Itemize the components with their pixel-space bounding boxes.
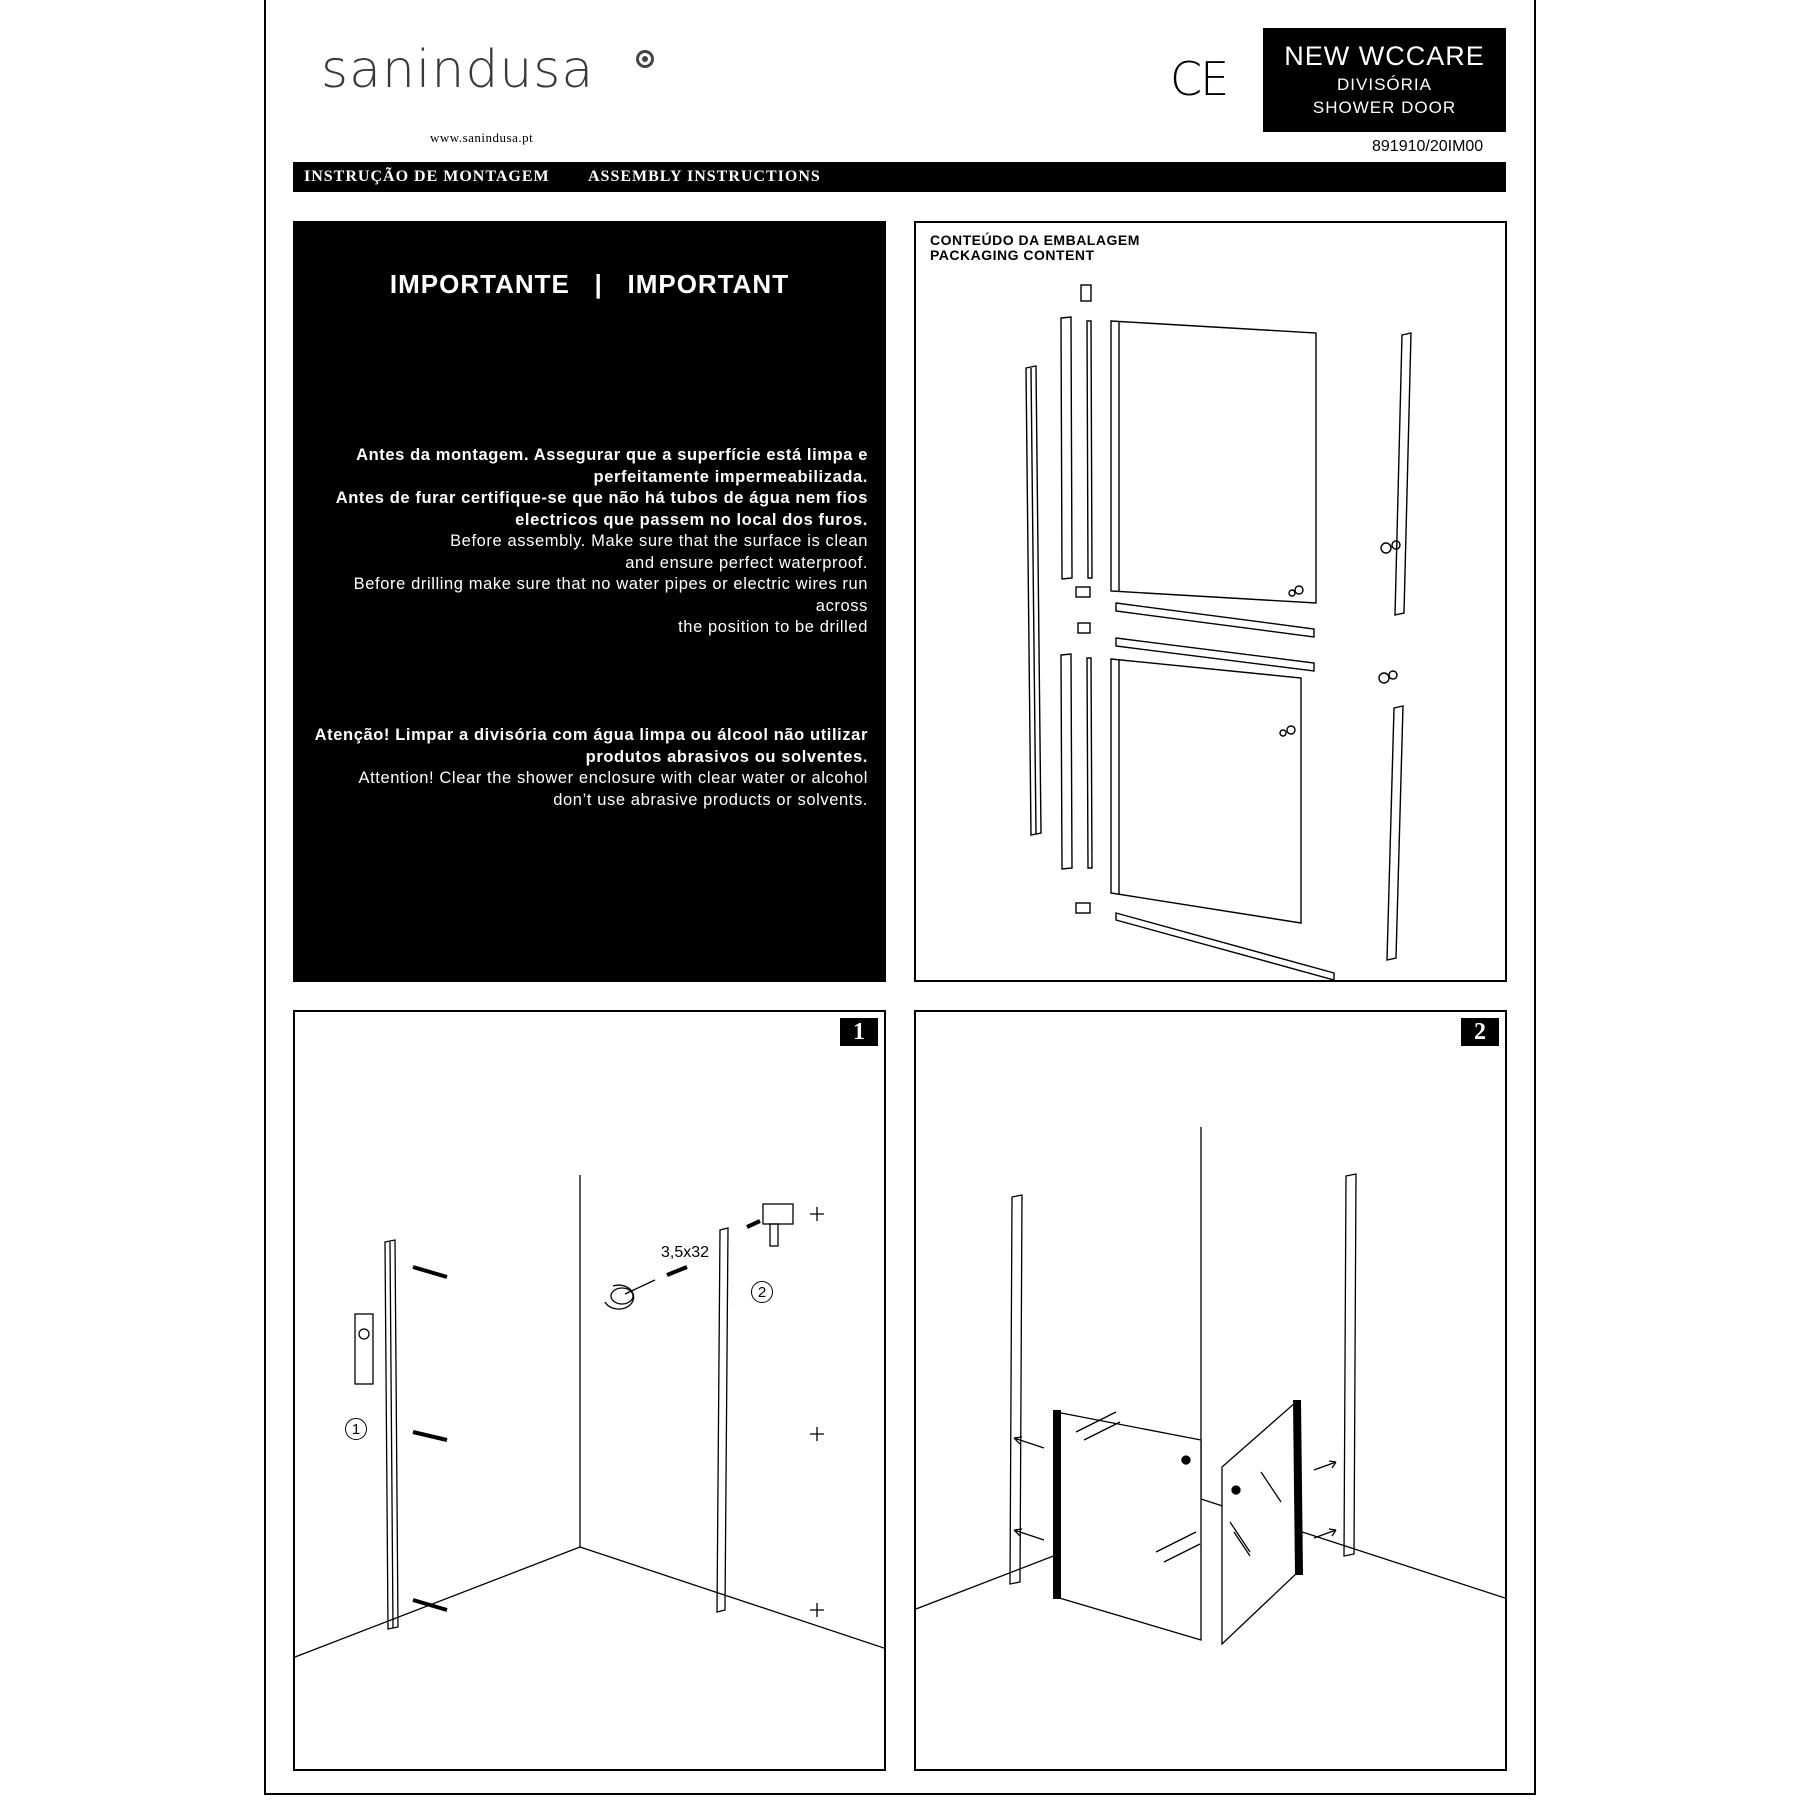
band-title-pt: INSTRUÇÃO DE MONTAGEM xyxy=(304,168,550,185)
text-line: Before drilling make sure that no water pipes or electric wires run across xyxy=(353,575,868,615)
text-line: the position to be drilled xyxy=(678,618,868,636)
product-box xyxy=(1263,28,1506,132)
product-name: NEW WCCARE xyxy=(1284,41,1485,71)
text-line: Before assembly. Make sure that the surface is clean xyxy=(450,532,868,550)
callout-2: 2 xyxy=(751,1281,773,1303)
screw-size-label: 3,5x32 xyxy=(661,1244,710,1261)
important-panel xyxy=(293,221,886,982)
text-line: Antes da montagem. Assegurar que a superfície está limpa e xyxy=(356,446,868,464)
document-code: 891910/20IM00 xyxy=(1372,138,1484,155)
logo-mark-icon xyxy=(636,50,654,68)
important-block-2 xyxy=(298,725,868,811)
text-line: Atenção! Limpar a divisória com água limpa ou álcool não utilizar xyxy=(314,726,868,744)
product-type-pt: DIVISÓRIA xyxy=(1337,75,1432,94)
step-number-2: 2 xyxy=(1461,1018,1499,1046)
text-line: Antes de furar certifique-se que não há tubos de água nem fios xyxy=(335,489,868,507)
instructions-band xyxy=(293,162,1506,192)
step-2-panel xyxy=(914,1010,1507,1771)
text-line: and ensure perfect waterproof. xyxy=(625,553,868,572)
packaging-panel xyxy=(914,221,1507,982)
step-number-1: 1 xyxy=(840,1018,878,1046)
exploded-parts-drawing xyxy=(916,223,1505,980)
ce-mark: CE xyxy=(1170,52,1228,106)
important-block-1 xyxy=(298,445,868,639)
website-url[interactable]: www.sanindusa.pt xyxy=(430,130,534,145)
text-line: Attention! Clear the shower enclosure with clear water or alcohol xyxy=(358,769,868,787)
text-line: produtos abrasivos ou solventes. xyxy=(585,747,868,766)
step-2-drawing xyxy=(916,1012,1505,1769)
product-type-en: SHOWER DOOR xyxy=(1312,98,1457,117)
text-line: perfeitamente impermeabilizada. xyxy=(593,467,868,486)
brand-logo: sanindusa xyxy=(321,40,595,100)
step-1-panel xyxy=(293,1010,886,1771)
packaging-title-pt: CONTEÚDO DA EMBALAGEM xyxy=(930,232,1140,248)
important-heading: IMPORTANTE | IMPORTANT xyxy=(389,269,790,299)
callout-1: 1 xyxy=(345,1418,367,1440)
packaging-title-en: PACKAGING CONTENT xyxy=(930,247,1095,263)
text-line: don’t use abrasive products or solvents. xyxy=(553,790,868,809)
band-title-en: ASSEMBLY INSTRUCTIONS xyxy=(588,168,821,185)
text-line: electricos que passem no local dos furos. xyxy=(515,510,868,529)
step-1-drawing xyxy=(295,1012,884,1769)
